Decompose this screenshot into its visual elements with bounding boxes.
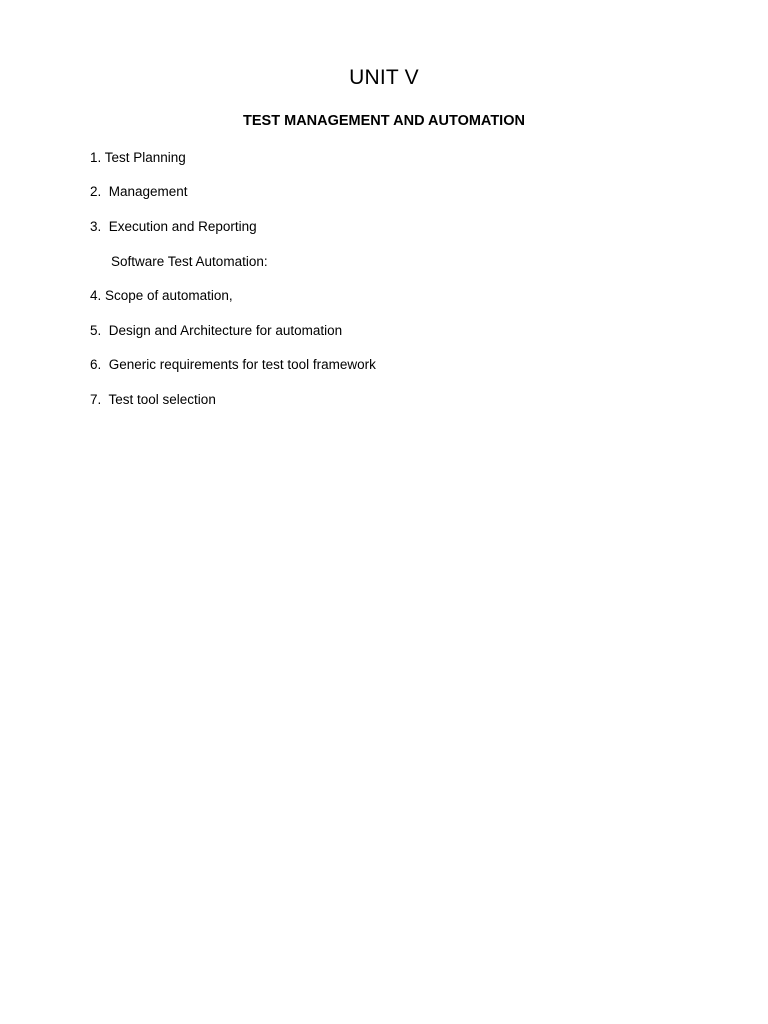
subheading-software-test-automation: Software Test Automation: bbox=[111, 254, 268, 269]
topic-item-test-tool-selection: 7. Test tool selection bbox=[90, 392, 216, 407]
topic-item-test-planning: 1. Test Planning bbox=[90, 150, 186, 165]
topic-item-generic-requirements: 6. Generic requirements for test tool framework bbox=[90, 357, 376, 372]
unit-title: UNIT V bbox=[349, 66, 419, 89]
topic-item-execution-reporting: 3. Execution and Reporting bbox=[90, 219, 257, 234]
topic-item-design-architecture: 5. Design and Architecture for automation bbox=[90, 323, 343, 338]
topic-item-scope-of-automation: 4. Scope of automation, bbox=[90, 288, 233, 303]
topic-item-management: 2. Management bbox=[90, 184, 188, 199]
section-title: TEST MANAGEMENT AND AUTOMATION bbox=[243, 113, 525, 129]
